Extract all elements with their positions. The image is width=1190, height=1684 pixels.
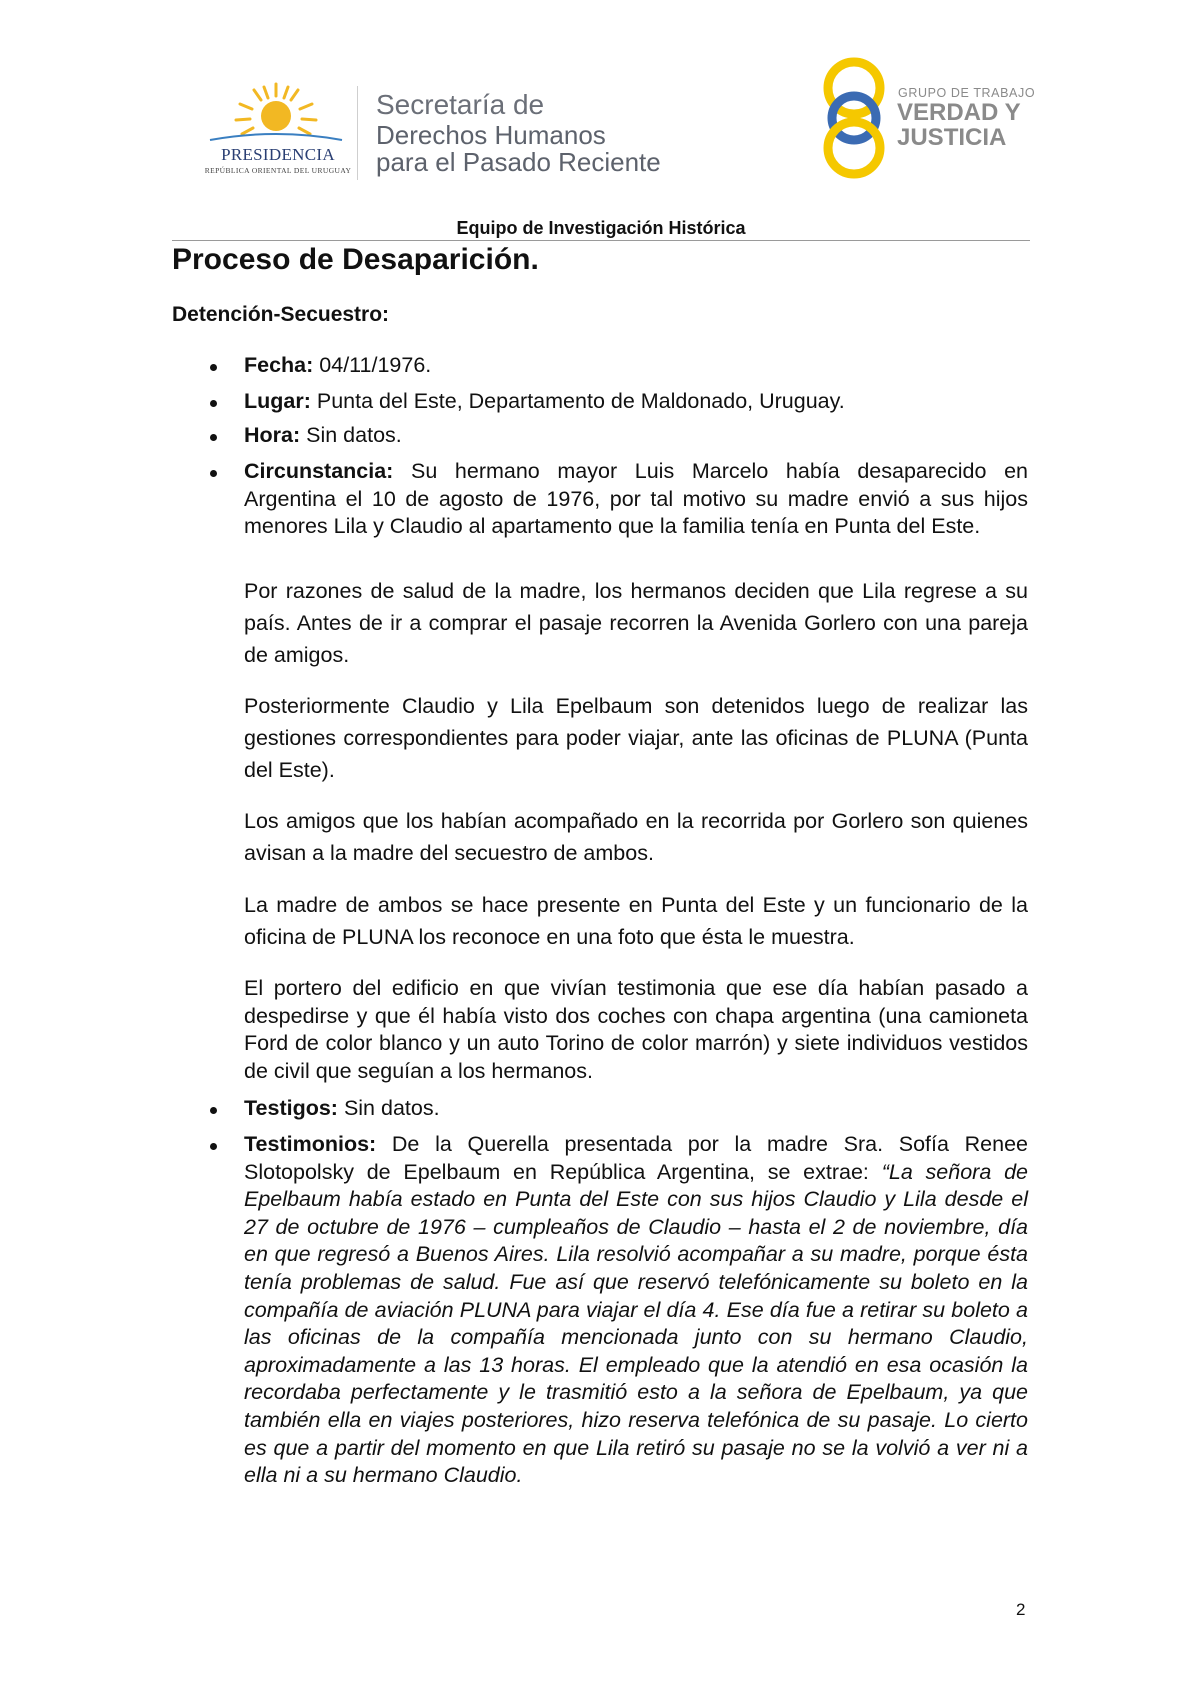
value: Punta del Este, Departamento de Maldonado, Uruguay. [310,389,845,413]
label: Testimonios: [244,1132,377,1156]
value: Sin datos. [337,1096,440,1120]
paragraph: Los amigos que los habían acompañado en la recorrida por Gorlero son quienes avisan a la madre del secuestro de ambos. [244,809,1028,865]
bullet [208,466,220,478]
value: Sin datos. [300,423,402,447]
page-number: 2 [1016,1600,1026,1619]
quote: “La señora de Epelbaum había estado en Punta del Este con sus hijos Claudio y Lila desde el 27 de octubre de 1976 – cumpleaños de Claudio – hasta el 2 de noviembre, día en que regresó a Buenos Aires. Lila resolvió acompañar a su madre, porque ésta tenía problemas de salud. Fue así que reservó telefónicamente su boleto en la compañía de aviación PLUNA para viajar el día 4. Ese día fue a retirar su boleto a las oficinas de la compañía mencionada junto con su hermano Claudio, aproximadamente a las 13 horas. El empleado que la atendió en esa ocasión la recordaba perfectamente y le trasmitió esto a la señora de Epelbaum, ya que también ella en viajes posteriores, hizo reserva telefónica de su pasaje. Lo cierto es que a partir del momento en que Lila retiró su pasaje no se la volvió a ver ni a ella ni a su hermano Claudio. [244,1159,1028,1488]
verdad-label: VERDAD Y [897,99,1021,126]
bullet [208,360,220,372]
paragraph: Posteriormente Claudio y Lila Epelbaum son detenidos luego de realizar las gestiones correspondientes para poder viajar, ante las oficinas de PLUNA (Punta del Este). [244,694,1028,782]
bullet [208,1103,220,1115]
header-rule [172,240,1030,241]
secretaria-line-2: Derechos Humanos [376,120,606,150]
item-testigos [244,1095,1028,1123]
grupo-trabajo-label: GRUPO DE TRABAJO [898,86,1036,100]
bullet [208,1139,220,1151]
label: Lugar: [244,389,311,413]
item-circunstancia [244,458,1028,541]
bullet [208,430,220,442]
page-title: Proceso de Desaparición. [172,243,539,276]
item-testimonios [244,1131,1028,1490]
bullet [208,396,220,408]
secretaria-line-1: Secretaría de [376,89,545,120]
value: Su hermano mayor Luis Marcelo había desaparecido en Argentina el 10 de agosto de 1976, por tal motivo su madre envió a sus hijos menores Lila y Claudio al apartamento que la familia tenía en Punta del Este. [244,459,1028,539]
presidencia-subtitle: REPÚBLICA ORIENTAL DEL URUGUAY [204,166,352,175]
paragraph: La madre de ambos se hace presente en Punta del Este y un funcionario de la oficina de PLUNA los reconoce en una foto que ésta le muestra. [244,893,1028,949]
header-divider [357,86,358,180]
value: De la Querella presentada por la madre Sra. Sofía Renee Slotopolsky de Epelbaum en República Argentina, se extrae: [244,1132,1028,1184]
presidencia-label: PRESIDENCIA [221,145,335,164]
value: 04/11/1976. [313,353,432,377]
item-lugar [244,388,1028,416]
label: Fecha: [244,353,314,377]
secretaria-line-3: para el Pasado Reciente [376,147,661,177]
label: Hora: [244,423,301,447]
team-header: Equipo de Investigación Histórica [456,218,746,238]
label: Testigos: [244,1096,338,1120]
section-title: Detención-Secuestro: [172,303,390,326]
item-hora [244,422,1028,450]
label: Circunstancia: [244,459,394,483]
paragraph: Por razones de salud de la madre, los hermanos deciden que Lila regrese a su país. Antes de ir a comprar el pasaje recorren la Avenida Gorlero con una pareja de amigos. [244,579,1028,667]
paragraph: El portero del edificio en que vivían testimonia que ese día habían pasado a despedirse y que él había visto dos coches con chapa argentina (una camioneta Ford de color blanco y un auto Torino de color marrón) y siete individuos vestidos de civil que seguían a los hermanos. [244,976,1028,1083]
item-fecha [244,352,1028,380]
justicia-label: JUSTICIA [897,124,1007,151]
